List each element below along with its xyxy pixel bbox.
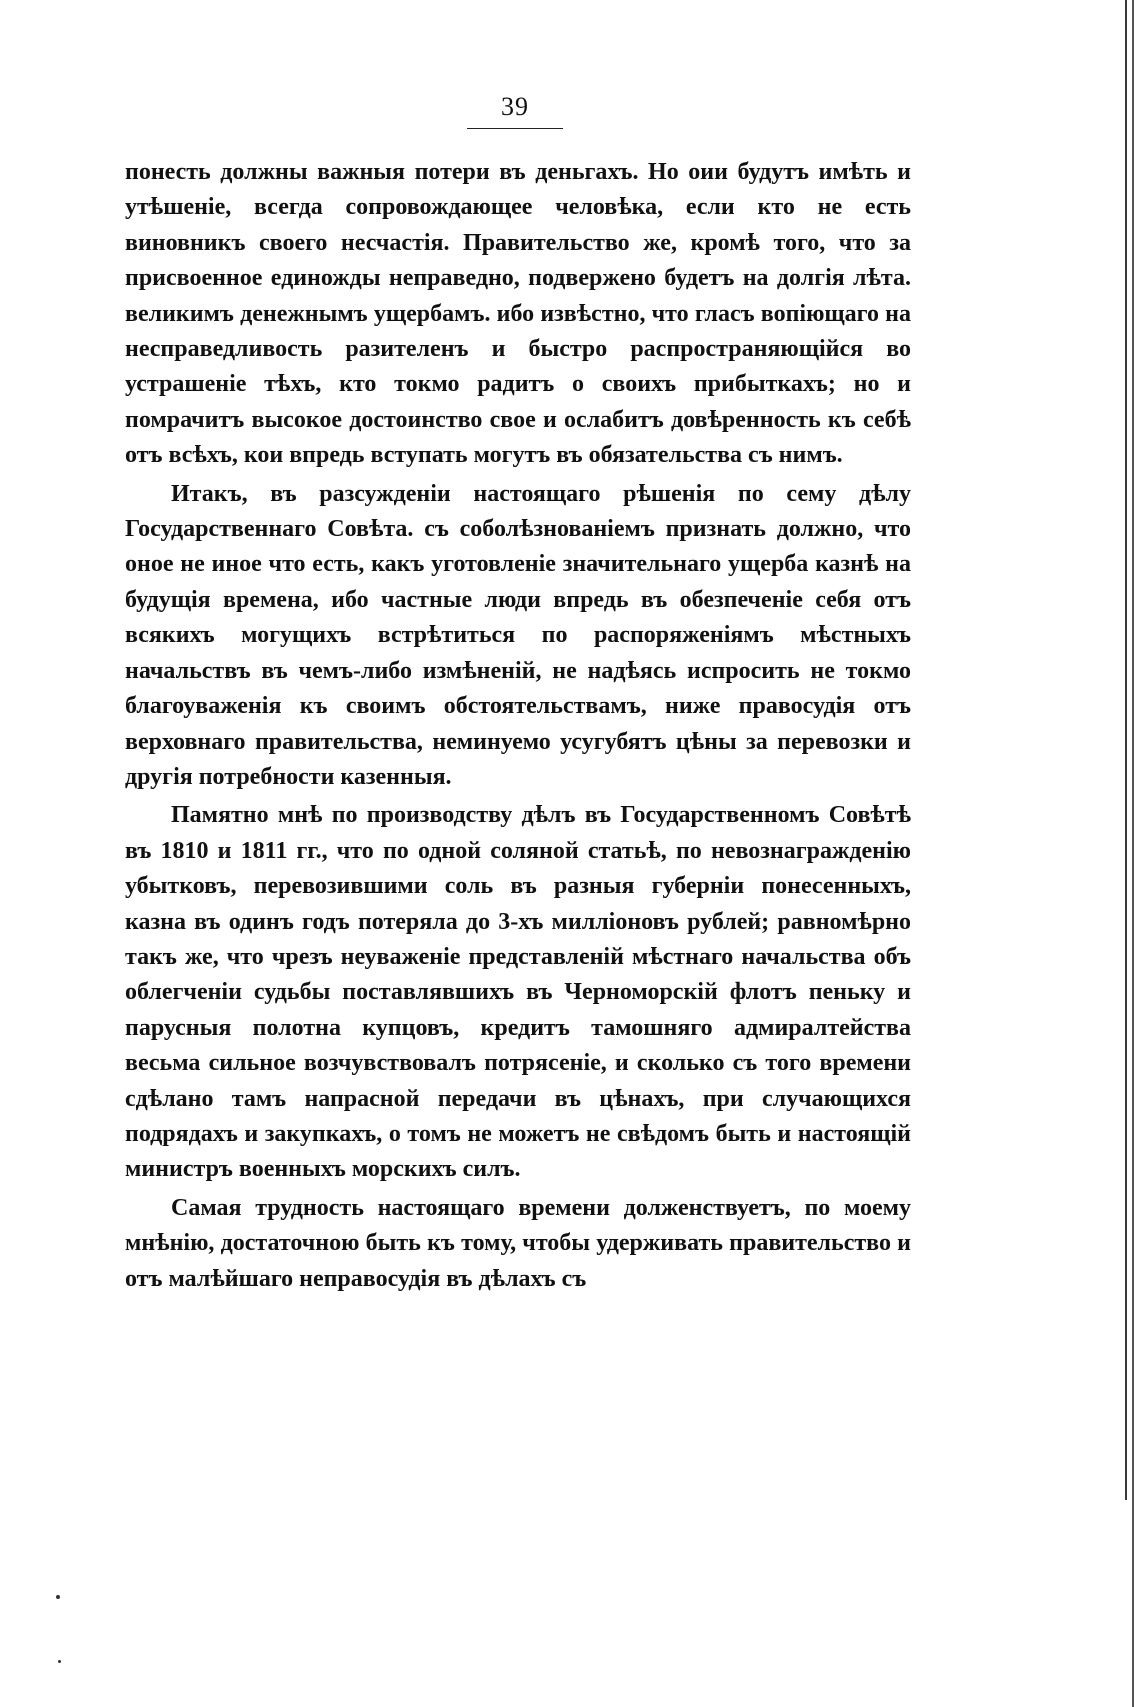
page-number-rule	[467, 128, 563, 129]
paragraph: Самая трудность настоящаго времени долженствуетъ, по моему мнѣнію, достаточною быть къ тому, чтобы удерживать правительство и отъ малѣйшаго неправосудія въ дѣлахъ съ	[125, 1194, 911, 1292]
scan-speck	[58, 1660, 61, 1663]
page-header	[465, 92, 565, 129]
scan-speck	[56, 1595, 60, 1599]
page-number: 39	[501, 92, 529, 121]
paragraph: Итакъ, въ разсужденіи настоящаго рѣшенія по сему дѣлу Государственнаго Совѣта. съ соболѣзнованіемъ признать должно, что оное не иное что есть, какъ уготовленіе значительнаго ущерба казнѣ на будущія времена, ибо частные люди впредь въ обезпеченіе себя отъ всякихъ могущихъ встрѣтиться по распоряженіямъ мѣстныхъ начальствъ въ чемъ-либо измѣненій, не надѣясь испросить не токмо благоуваженія къ своимъ обстоятельствамъ, ниже правосудія отъ верховнаго правительства, неминуемо усугубятъ цѣны за перевозки и другія потребности казенныя.	[125, 480, 911, 790]
body-text	[125, 155, 911, 1300]
paragraph: Памятно мнѣ по производству дѣлъ въ Государственномъ Совѣтѣ въ 1810 и 1811 гг., что по одной соляной статьѣ, по невознагражденію убытковъ, перевозившими соль въ разныя губерніи понесенныхъ, казна въ одинъ годъ потеряла до 3-хъ милліоновъ рублей; равномѣрно такъ же, что чрезъ неуваженіе представленій мѣстнаго начальства объ облегченіи судьбы поставлявшихъ въ Черноморскій флотъ пеньку и парусныя полотна купцовъ, кредитъ тамошняго адмиралтейства весьма сильное возчувствовалъ потрясеніе, и сколько съ того времени сдѣлано тамъ напрасной передачи въ цѣнахъ, при случающихся подрядахъ и закупкахъ, о томъ не можетъ не свѣдомъ быть и настоящій министръ военныхъ морскихъ силъ.	[125, 802, 911, 1183]
binding-edge-line-outer	[1132, 0, 1134, 1707]
paragraph-continued: понесть должны важныя потери въ деньгахъ. Но оии будутъ имѣть и утѣшеніе, всегда сопровождающее человѣка, если кто не есть виновникъ своего несчастія. Правительство же, кромѣ того, что за присвоенное единожды неправедно, подвержено будетъ на долгія лѣта. великимъ денежнымъ ущербамъ. ибо извѣстно, что гласъ вопіющаго на несправедливость разителенъ и быстро распространяющійся во устрашеніе тѣхъ, кто токмо радитъ о своихъ прибыткахъ; но и помрачитъ высокое достоинство свое и ослабитъ довѣренность къ себѣ отъ всѣхъ, кои впредь вступать могутъ въ обязательства съ нимъ.	[125, 159, 911, 469]
binding-edge-line	[1125, 0, 1127, 1500]
